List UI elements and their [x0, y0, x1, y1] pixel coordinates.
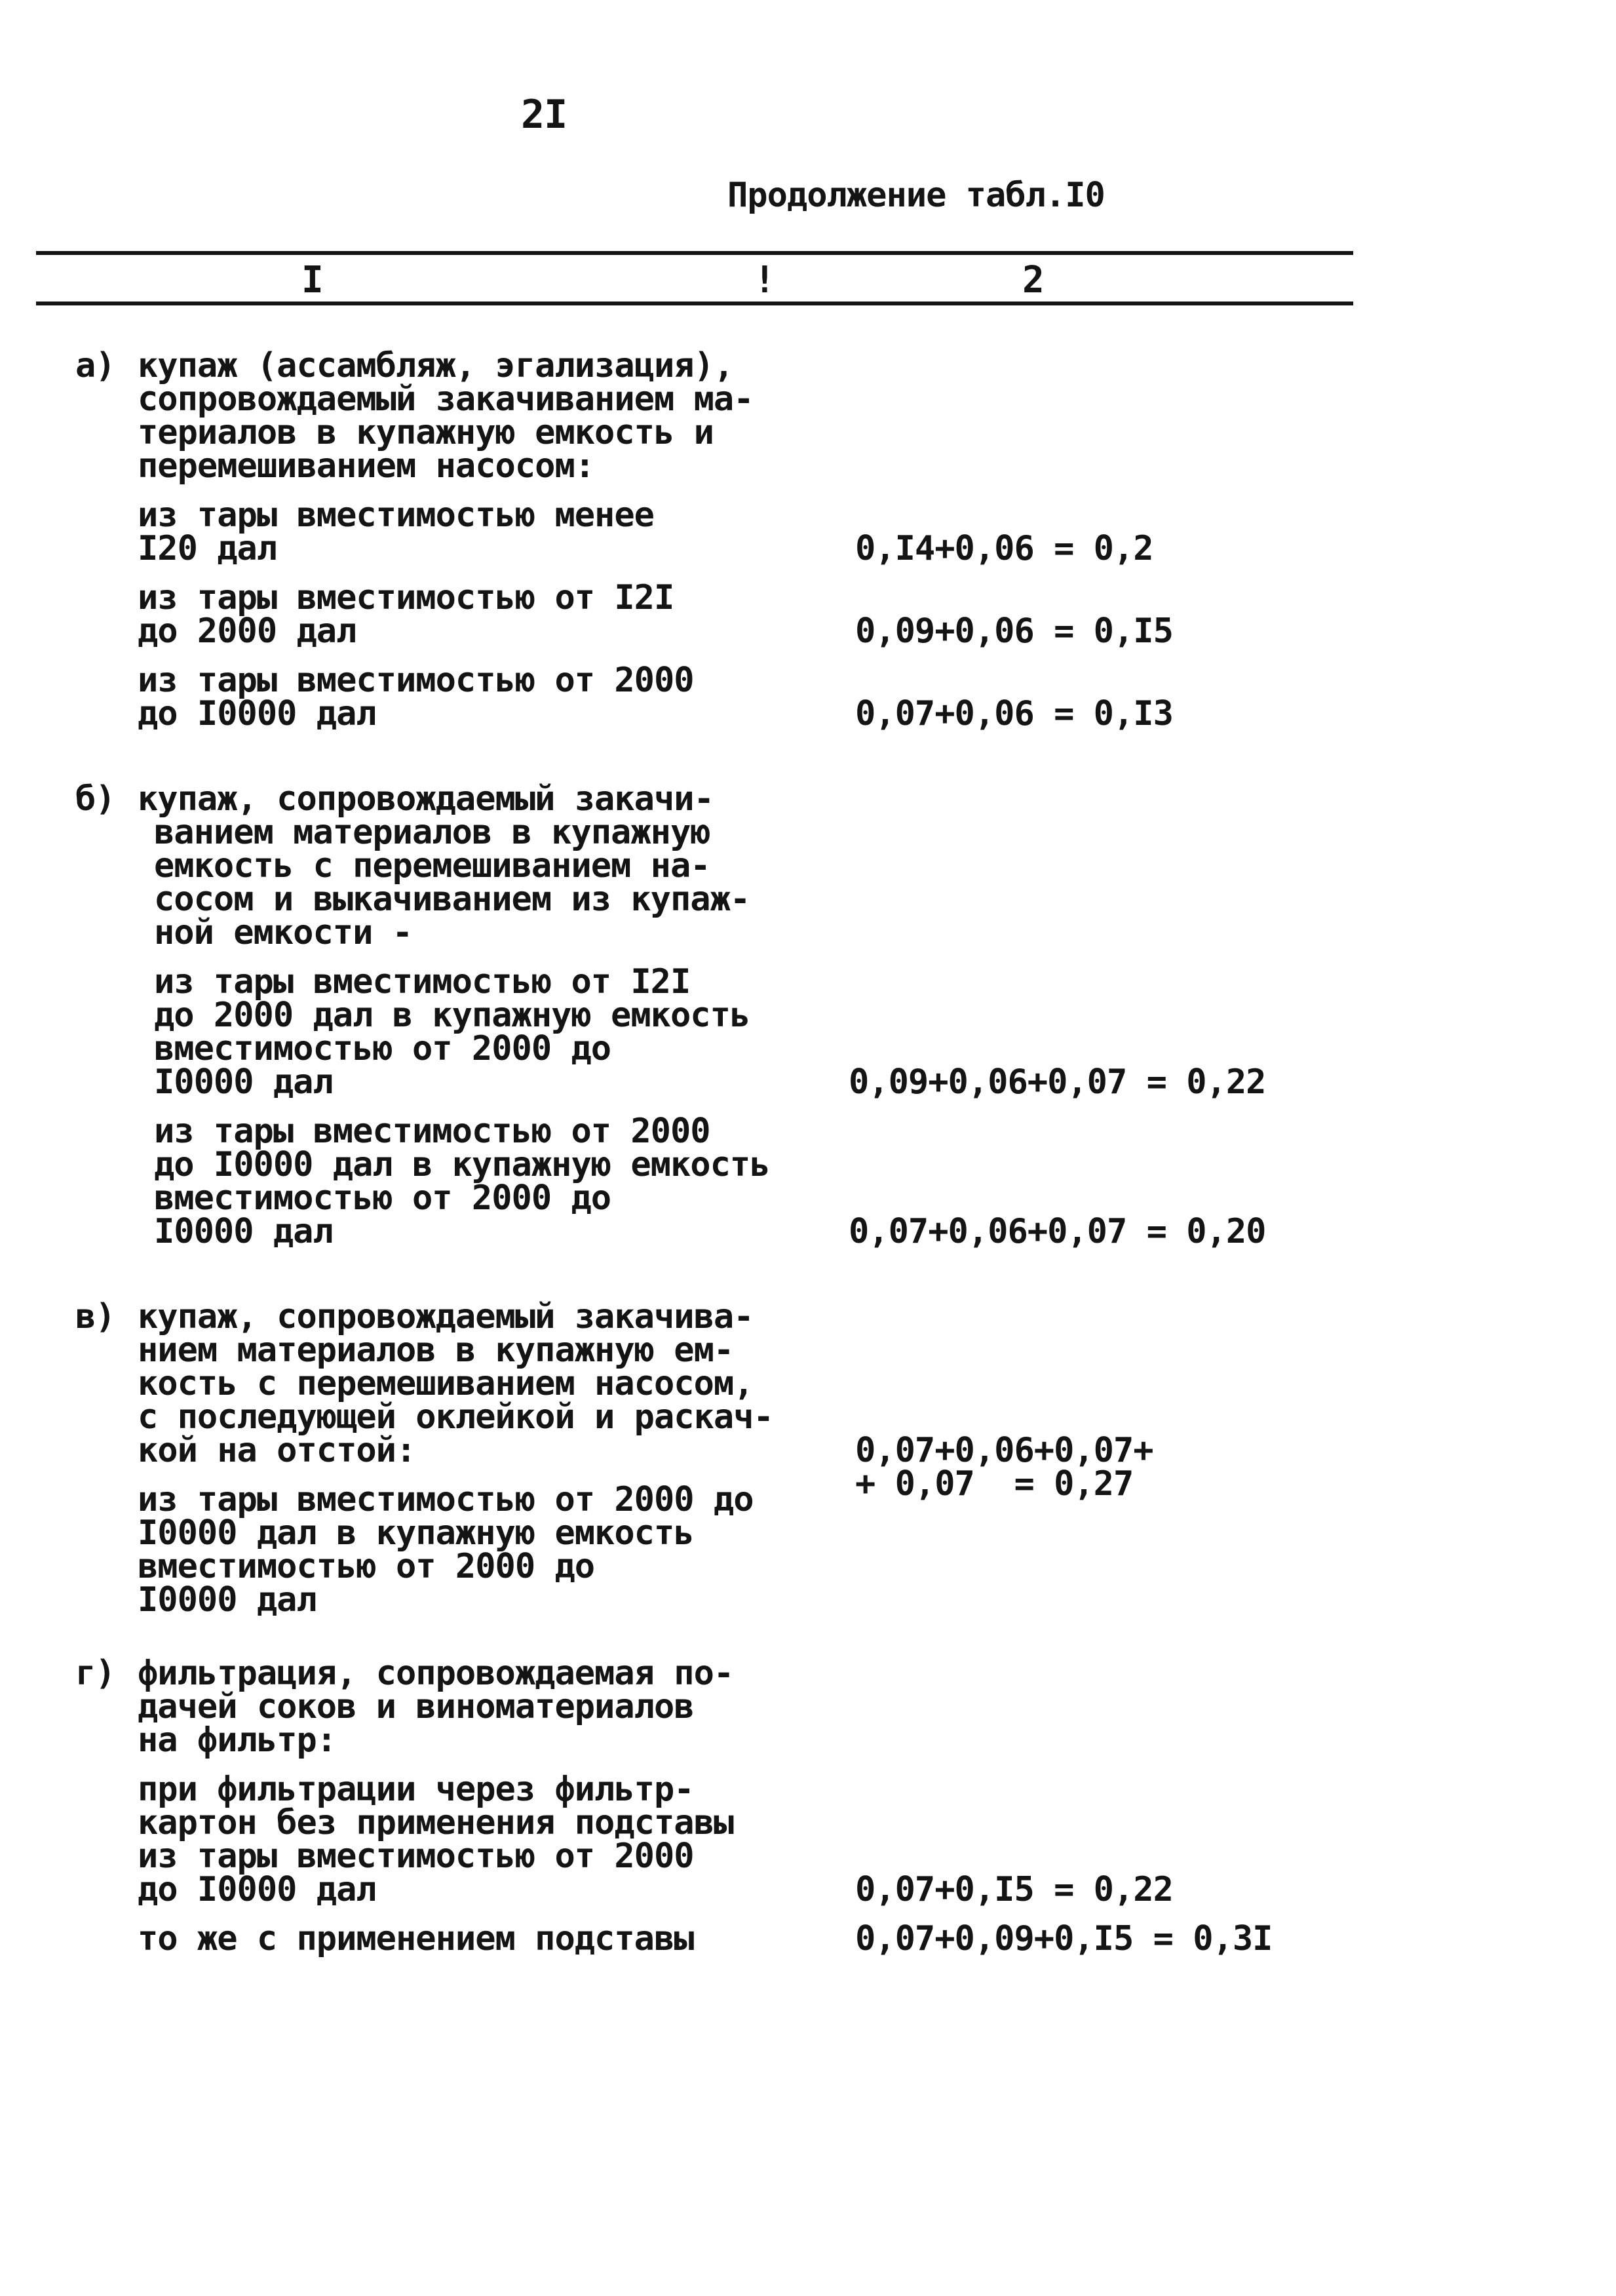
row-value: 0,I4+0,06 = 0,2	[855, 529, 1153, 568]
table-top-rule	[36, 251, 1353, 255]
row-text-line: картон без применения подставы	[138, 1803, 734, 1842]
row-text-line: I0000 дал	[138, 1580, 317, 1620]
row-value: 0,07+0,I5 = 0,22	[855, 1870, 1173, 1909]
row-text-line: из тары вместимостью от 2000	[138, 1837, 694, 1876]
row-value: 0,07+0,06+0,07 = 0,20	[849, 1212, 1266, 1251]
section-b-title-line: ванием материалов в купажную	[154, 813, 710, 852]
row-text-line: до 2000 дал	[138, 612, 356, 651]
row-text-line: из тары вместимостью от 2000	[138, 661, 694, 700]
row-value: 0,09+0,06 = 0,I5	[855, 612, 1173, 651]
row-text-line: I0000 дал	[154, 1062, 333, 1102]
table-caption: Продолжение табл.I0	[727, 176, 1105, 215]
section-c-title-line: нием материалов в купажную ем-	[138, 1331, 734, 1370]
section-a-title-line: сопровождаемый закачиванием ма-	[138, 379, 754, 419]
row-text-line: I20 дал	[138, 529, 277, 568]
column-header-1: I	[301, 259, 323, 302]
table-header-rule	[36, 302, 1353, 305]
row-text-line: из тары вместимостью от 2000	[154, 1112, 710, 1151]
section-a-marker: а)	[75, 346, 115, 385]
section-d-title-line: фильтрация, сопровождаемая по-	[138, 1654, 734, 1693]
section-a-title-line: перемешиванием насосом:	[138, 446, 595, 486]
column-header-2: 2	[1022, 259, 1044, 302]
row-value: 0,07+0,06+0,07+	[855, 1431, 1153, 1470]
column-header-separator: !	[754, 259, 775, 302]
row-text-line: вместимостью от 2000 до	[154, 1029, 611, 1068]
row-text-line: вместимостью от 2000 до	[154, 1178, 611, 1218]
section-c-marker: в)	[75, 1297, 115, 1336]
row-text-line: до I0000 дал в купажную емкость	[154, 1145, 770, 1184]
row-text-line: из тары вместимостью от I2I	[154, 962, 691, 1002]
section-d-title-line: дачей соков и виноматериалов	[138, 1687, 694, 1726]
row-text-line: I0000 дал в купажную емкость	[138, 1513, 694, 1553]
section-c-title-line: кой на отстой:	[138, 1431, 416, 1470]
section-d-title-line: на фильтр:	[138, 1721, 337, 1760]
row-text-line: из тары вместимостью менее	[138, 496, 654, 535]
row-value: + 0,07 = 0,27	[855, 1464, 1134, 1504]
row-value: 0,07+0,06 = 0,I3	[855, 694, 1173, 733]
row-text-line: I0000 дал	[154, 1212, 333, 1251]
row-text-line: до 2000 дал в купажную емкость	[154, 996, 750, 1035]
section-b-marker: б)	[75, 779, 115, 819]
row-text-line: из тары вместимостью от I2I	[138, 578, 674, 617]
row-text-line: при фильтрации через фильтр-	[138, 1770, 694, 1809]
row-text-line: из тары вместимостью от 2000 до	[138, 1480, 754, 1519]
section-d-marker: г)	[75, 1654, 115, 1693]
section-b-title-line: ной емкости -	[154, 913, 412, 952]
row-text-line: до I0000 дал	[138, 694, 376, 733]
row-text-line: до I0000 дал	[138, 1870, 376, 1909]
section-a-title-line: купаж (ассамбляж, эгализация),	[138, 346, 734, 385]
section-c-title-line: кость с перемешиванием насосом,	[138, 1364, 754, 1403]
section-c-title-line: с последующей оклейкой и раскач-	[138, 1397, 773, 1437]
section-c-title-line: купаж, сопровождаемый закачива-	[138, 1297, 754, 1336]
section-b-title-line: купаж, сопровождаемый закачи-	[138, 779, 714, 819]
row-value: 0,09+0,06+0,07 = 0,22	[849, 1062, 1266, 1102]
section-b-title-line: емкость с перемешиванием на-	[154, 846, 710, 885]
section-b-title-line: сосом и выкачиванием из купаж-	[154, 880, 750, 919]
row-text-line: вместимостью от 2000 до	[138, 1547, 595, 1586]
page-number: 2I	[521, 92, 568, 138]
row-text-line: то же с применением подставы	[138, 1919, 694, 1958]
row-value: 0,07+0,09+0,I5 = 0,3I	[855, 1919, 1273, 1958]
section-a-title-line: териалов в купажную емкость и	[138, 413, 714, 452]
